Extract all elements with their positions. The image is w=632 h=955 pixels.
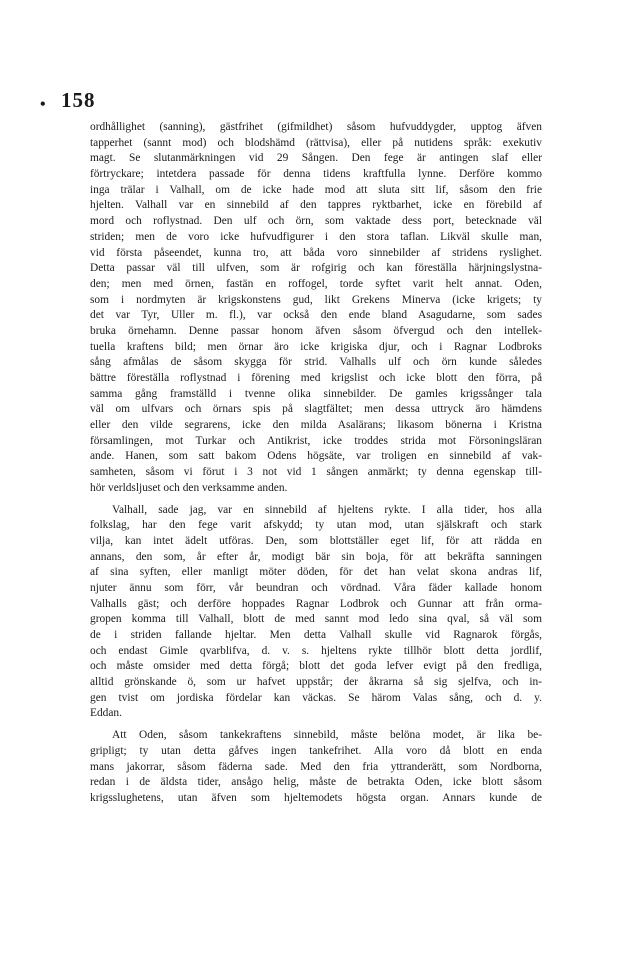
- text-line: krigsslughetens, utan äfven som hjeltemodets högsta organ. Annars kunde de: [90, 791, 542, 804]
- text-line: Valhalls gäst; och derföre hoppades Ragnar Lodbrok och Gunnar att från orma-: [90, 597, 542, 610]
- text-line: som i nordmyten är krigskonstens gud, likt Grekens Minerva (icke krigets; ty: [90, 293, 542, 306]
- text-line: hjelten. Valhall var en sinnebild af den tappres ryktbarhet, icke en förebild af: [90, 199, 542, 212]
- text-line: samheten, såsom vi förut i 3 not vid 1 sången anmärkt; ty denna egenskap till-: [90, 466, 542, 479]
- text-line: sång afmålas de såsom skygga för strid. Valhalls ulf och örn kunde således: [90, 356, 542, 369]
- text-line: och endast Gimle qvarblifva, d. v. s. hjeltens rykte tillhör blott detta jordlif,: [90, 644, 542, 657]
- text-line: eller den vilde segrarens, icke den milda Asalärans; likasom bönerna i Kristna: [90, 419, 542, 432]
- text-line: annans, den som, år efter år, modigt bär sin boja, för att bekräfta sanningen: [90, 550, 542, 563]
- text-line: de i striden fallande hjeltar. Men detta Valhall skulle vid Ragnarok förgås,: [90, 629, 542, 641]
- text-line: gripligt; ty utan detta gåfves ingen tankefrihet. Alla voro då blott en enda: [90, 744, 542, 757]
- text-line: tuella kraftens bild; men örnar äro icke krigiska djur, och i Ragnar Lodbroks: [90, 340, 542, 353]
- text-line: redan i de äldsta tider, ansågo helig, måste de betrakta Oden, icke blott såsom: [90, 776, 542, 789]
- text-line: vid första påseendet, kunna tro, att båda voro sinnebilder af stridens ryslighet.: [90, 246, 542, 259]
- paragraph-3: [90, 728, 542, 806]
- text-line: samma gång framställd i tvenne olika sinnebilder. De gamles krigssånger tala: [90, 387, 542, 400]
- text-line: vilja, kan intet ädelt utföras. Den, som blottställer eget lif, för att rädda en: [90, 534, 542, 547]
- text-line: den; men med örnen, fastän en roffogel, torde syftet varit helt annat. Oden,: [90, 277, 542, 290]
- paragraph-2: [90, 503, 542, 723]
- text-line: och måste omsider med detta förgå; blott det goda lefver evigt på den fredliga,: [90, 660, 542, 673]
- text-line: njuter ännu som förr, vår beundran och vördnad. Våra fäder kallade honom: [90, 581, 542, 594]
- text-line: gropen komma till Valhall, blott de med sannt mod ledo sina qval, så väl som: [90, 613, 542, 626]
- text-line: alltid grönskande ö, som ur hafvet uppstår; der åkrarna så sig sjelfva, och in-: [90, 676, 542, 689]
- text-line: inga trälar i Valhall, om de icke hade mod att sluta sitt lif, såsom den frie: [90, 183, 542, 196]
- text-line: ordhållighet (sanning), gästfrihet (gifmildhet) såsom hufvuddygder, upptog äfven: [90, 121, 542, 133]
- text-line: magt. Se slutanmärkningen vid 29 Sången. Den fege är antingen slaf eller: [90, 152, 542, 165]
- text-line: Detta passar väl till ulfven, som är rofgirig och kan föreställa härjningslystna-: [90, 262, 542, 275]
- text-line: hör verldsljuset och den verksamme anden.: [90, 481, 288, 494]
- text-line: Att Oden, såsom tankekraftens sinnebild, måste belöna modet, är lika be-: [112, 729, 542, 742]
- margin-mark: •: [40, 96, 46, 113]
- text-line: bruka örnehamn. Denne passar honom äfven såsom öfvergud och den intellek-: [90, 324, 542, 337]
- text-line: det var Tyr, Uller m. fl.), var också den ende bland Asagudarne, som sades: [90, 309, 542, 322]
- text-line: af sina syften, eller manligt möter döden, för det han velat skona andras lif,: [90, 566, 542, 579]
- text-line: gen tvist om jordiska fördelar kan väckas. Se härom Valas sång, och d. y.: [90, 691, 542, 704]
- page-body: [90, 120, 542, 807]
- text-line: Valhall, sade jag, var en sinnebild af hjeltens rykte. I alla tider, hos alla: [112, 503, 542, 516]
- text-line: Eddan.: [90, 707, 122, 720]
- text-line: tapperhet (sannt mod) och blodshämd (rättvisa), eller på nutidens språk: exekutiv: [90, 136, 542, 149]
- text-line: mord och roflystnad. Den ulf och örn, som vaktade dess port, betecknade väl: [90, 215, 542, 228]
- page-number: 158: [61, 88, 96, 112]
- text-line: folkslag, har den fege varit afskydd; ty utan mod, utan själskraft och stark: [90, 519, 542, 532]
- text-line: församlingen, mot Turkar och Antikrist, icke troddes strida mot Försoningsläran: [90, 434, 542, 447]
- paragraph-1: [90, 120, 542, 497]
- text-line: förtryckare; intetdera passade för denna tidens kraftfulla lynne. Derföre kommo: [90, 168, 542, 181]
- text-line: striden; men de voro icke hufvudfigurer i den stora taflan. Likväl skulle man,: [90, 230, 542, 243]
- text-line: bättre föreställa roflystnad i förening med krigslist och icke blott den förra, på: [90, 372, 542, 384]
- text-line: väl om ulfvars och örnars spis på slagtfältet; men dessa uttryck äro hämdens: [90, 403, 542, 416]
- text-line: ande. Hanen, som satt bakom Odens högsäte, var troligen en sinnebild af vak-: [90, 450, 542, 463]
- text-line: mans jakorrar, såsom fäderna sade. Med den fria yttranderätt, som Nordborna,: [90, 760, 542, 773]
